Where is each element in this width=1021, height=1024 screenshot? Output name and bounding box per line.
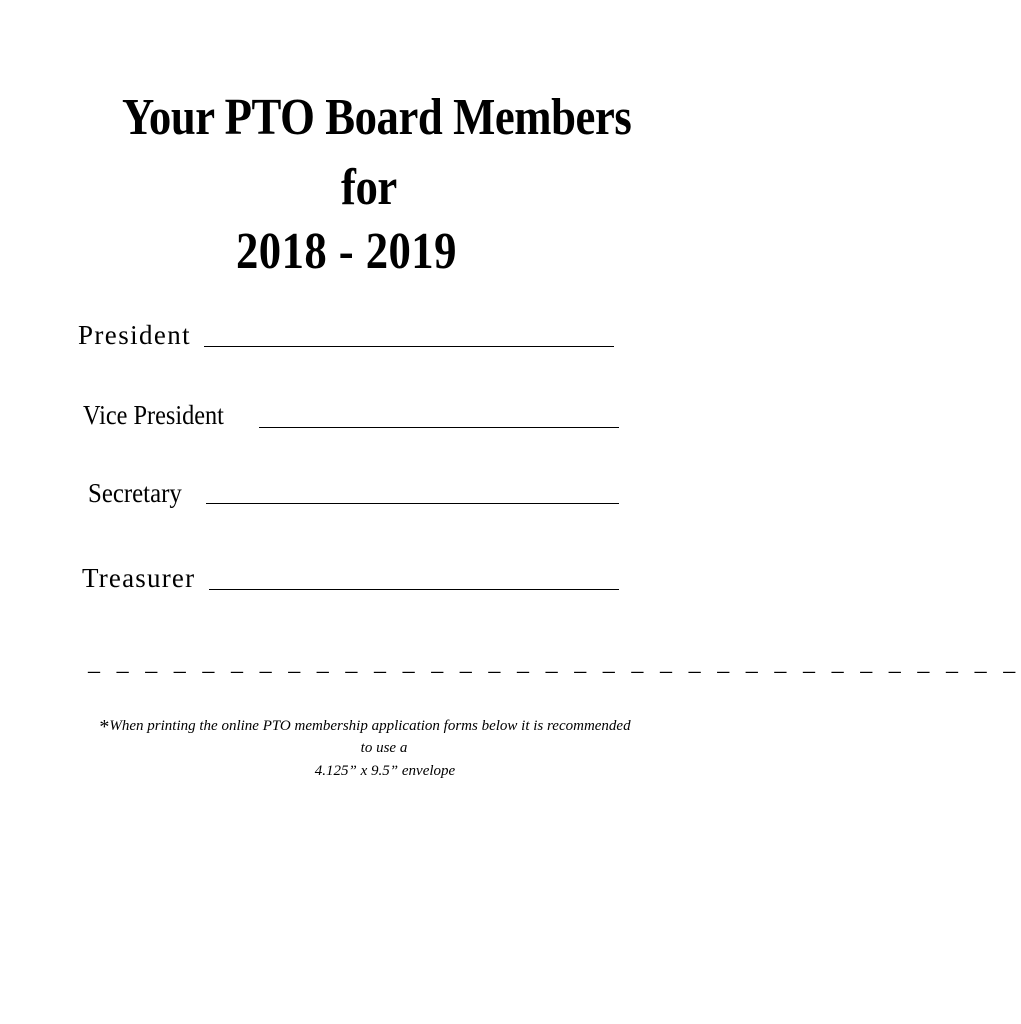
officer-label-treasurer: Treasurer — [82, 563, 196, 593]
note-asterisk: * — [99, 716, 110, 738]
page-title-year: 2018 - 2019 — [236, 223, 457, 280]
officer-label-secretary: Secretary — [88, 478, 182, 508]
envelope-note-line-1 — [0, 717, 750, 737]
envelope-note-line-2: to use a — [360, 740, 408, 756]
note-text-1: When printing the online PTO membership application forms below it is recommended — [109, 718, 631, 734]
signature-line-treasurer — [209, 589, 619, 590]
signature-line-president — [204, 346, 614, 347]
page-title-for: for — [341, 159, 397, 216]
officer-row-secretary — [88, 480, 190, 507]
envelope-note-line-3: 4.125” x 9.5” envelope — [314, 763, 456, 779]
officer-row-treasurer — [82, 565, 195, 592]
cut-line-divider: _ _ _ _ _ _ _ _ _ _ _ _ _ _ _ _ _ _ _ _ _ _ _ _ _ _ _ _ _ _ _ _ _ — [88, 650, 1021, 676]
officer-row-vice-president — [83, 402, 240, 429]
signature-line-vice-president — [259, 427, 619, 428]
officer-row-president — [78, 322, 191, 349]
officer-label-president: President — [78, 320, 192, 350]
signature-line-secretary — [206, 503, 619, 504]
officer-label-vice-president: Vice President — [83, 400, 224, 430]
page-title: Your PTO Board Members — [122, 89, 632, 146]
